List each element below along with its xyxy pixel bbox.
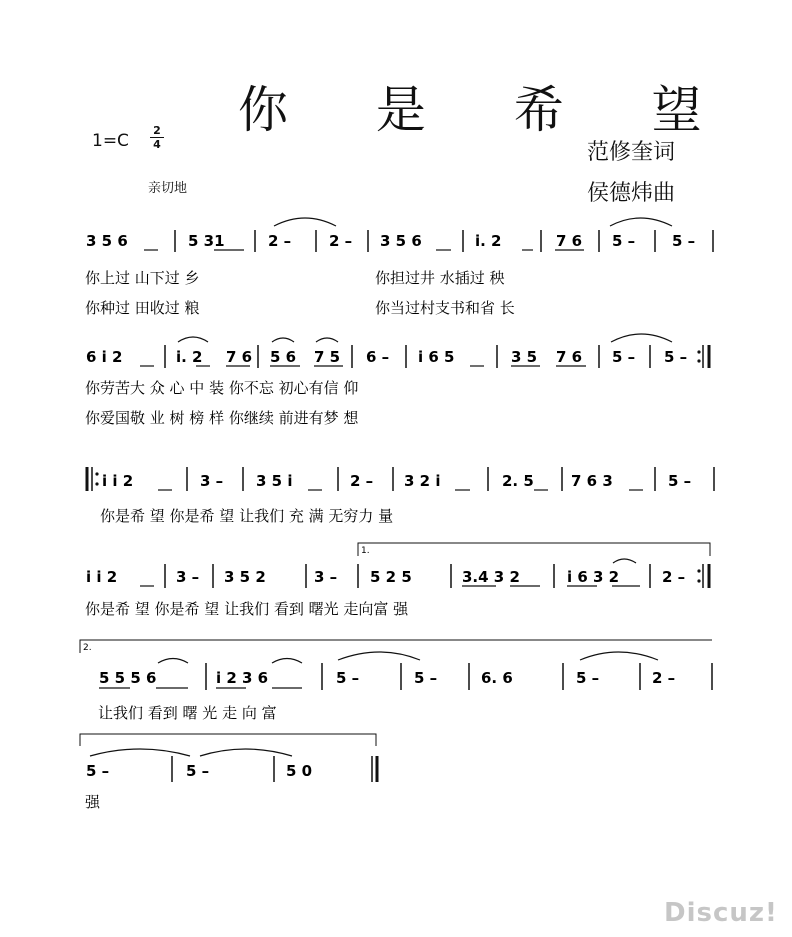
s3-measure-2: 3 –	[200, 472, 224, 490]
song-title: 你 是 希 望	[238, 81, 738, 139]
system-2-ties	[178, 334, 672, 342]
s3-measure-8: 5 –	[668, 472, 692, 490]
s2-measure-7: i 6 5	[418, 348, 455, 366]
system-4-ties	[613, 559, 636, 563]
s3-measure-5: 3 2 i	[404, 472, 441, 490]
s2-measure-1: 6 i 2	[86, 348, 123, 366]
composer-credit: 侯德炜曲	[587, 181, 676, 206]
s4-measure-8: 2 –	[662, 568, 686, 586]
s4-measure-6: 3.4 3 2	[462, 568, 520, 586]
volta-2-bracket	[80, 640, 712, 653]
s6-measure-2: 5 –	[186, 762, 210, 780]
s2-measure-3: 7 6	[226, 348, 253, 366]
s5-measure-4: 5 –	[414, 669, 438, 687]
s5-measure-1: 5 5 5 6	[99, 669, 157, 687]
repeat-end-dots-2	[697, 569, 700, 582]
s4-measure-2: 3 –	[176, 568, 200, 586]
volta-1-label: 1.	[361, 546, 370, 556]
system-5-ties	[158, 652, 658, 663]
key-signature: 1=C	[92, 131, 129, 151]
system-2-lyric-1: 你劳苦大 众 心 中 装 你不忘 初心有信 仰	[85, 379, 359, 397]
s4-measure-4: 3 –	[314, 568, 338, 586]
measure-8: 5 –	[612, 232, 636, 250]
tempo-marking: 亲切地	[148, 181, 188, 196]
measure-4: 2 –	[329, 232, 353, 250]
system-6-ties	[90, 749, 292, 756]
system-1	[86, 232, 695, 250]
s5-measure-7: 2 –	[652, 669, 676, 687]
repeat-start	[87, 467, 92, 491]
system-4-lyric: 你是希 望 你是希 望 让我们 看到 曙光 走向富 强	[85, 600, 409, 618]
system-1-lyric-2a: 你种过 田收过 粮	[85, 299, 200, 317]
system-1-lyric-2b: 你当过村支书和省 长	[375, 299, 515, 317]
measure-1: 3 5 6	[86, 232, 128, 250]
system-6	[86, 762, 312, 780]
measure-3: 2 –	[268, 232, 292, 250]
repeat-start-dots	[95, 472, 98, 485]
system-5-barlines	[206, 663, 712, 690]
system-2-lyric-2: 你爱国敬 业 树 榜 样 你继续 前进有梦 想	[85, 409, 359, 427]
meter-bottom: 4	[153, 138, 161, 151]
system-6-lyric: 强	[85, 793, 101, 811]
measure-6: i. 2	[475, 232, 502, 250]
s2-measure-8: 3 5	[511, 348, 538, 366]
s4-measure-3: 3 5 2	[224, 568, 266, 586]
volta-1-bracket	[358, 543, 710, 556]
s6-measure-3: 5 0	[286, 762, 313, 780]
s2-measure-10: 5 –	[612, 348, 636, 366]
measure-2: 5 31	[188, 232, 225, 250]
s2-measure-9: 7 6	[556, 348, 583, 366]
lyricist-credit: 范修奎词	[587, 140, 676, 165]
s2-measure-2: i. 2	[176, 348, 203, 366]
s2-measure-5: 7 5	[314, 348, 341, 366]
system-5	[99, 669, 675, 687]
measure-7: 7 6	[556, 232, 583, 250]
measure-5: 3 5 6	[380, 232, 422, 250]
s4-measure-5: 5 2 5	[370, 568, 412, 586]
system-5-lyric: 让我们 看到 曙 光 走 向 富	[98, 704, 277, 722]
s5-measure-6: 5 –	[576, 669, 600, 687]
s2-measure-11: 5 –	[664, 348, 688, 366]
system-1-ties	[274, 218, 672, 226]
s2-measure-4: 5 6	[270, 348, 297, 366]
s6-measure-1: 5 –	[86, 762, 110, 780]
system-3-lyric: 你是希 望 你是希 望 让我们 充 满 无穷力 量	[100, 507, 394, 525]
watermark: Discuz!	[664, 898, 778, 928]
repeat-end-dots-1	[697, 350, 700, 362]
s2-measure-6: 6 –	[366, 348, 390, 366]
s3-measure-7: 7 6 3	[571, 472, 613, 490]
s4-measure-1: i i 2	[86, 568, 118, 586]
system-1-lyric-1a: 你上过 山下过 乡	[85, 269, 200, 287]
system-3	[102, 472, 691, 490]
system-2	[86, 348, 687, 366]
s3-measure-3: 3 5 i	[256, 472, 293, 490]
s4-measure-7: i 6 3 2	[567, 568, 620, 586]
s3-measure-6: 2. 5	[502, 472, 534, 490]
s5-measure-2: i 2 3 6	[216, 669, 269, 687]
system-1-lyric-1b: 你担过井 水插过 秧	[375, 269, 505, 287]
s3-measure-4: 2 –	[350, 472, 374, 490]
system-4	[86, 568, 685, 586]
meter-top: 2	[153, 124, 161, 137]
s5-measure-3: 5 –	[336, 669, 360, 687]
s3-measure-1: i i 2	[102, 472, 134, 490]
volta-2-label: 2.	[83, 643, 92, 653]
coda-bracket	[80, 734, 376, 746]
measure-9: 5 –	[672, 232, 696, 250]
s5-measure-5: 6. 6	[481, 669, 513, 687]
